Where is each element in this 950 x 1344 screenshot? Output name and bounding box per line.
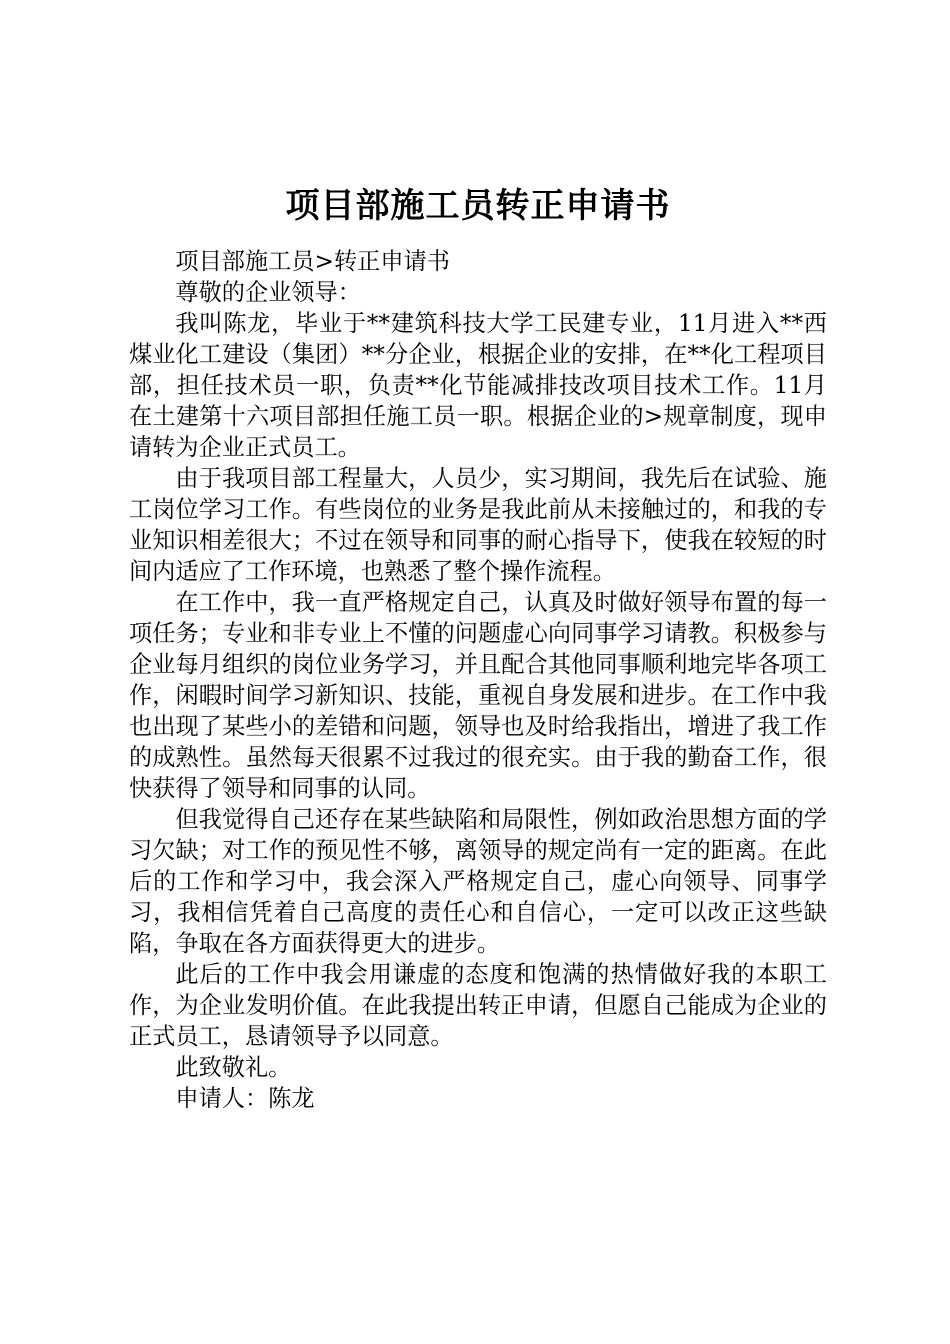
closing-line: 此致敬礼。 <box>175 1054 292 1081</box>
body-paragraph-work-performance: 在工作中，我一直严格规定自己，认真及时做好领导布置的每一项任务；专业和非专业上不懂的问题虚心向同事学习请教。积极参与企业每月组织的岗位业务学习，并且配合其他同事顺利地完毕各项工作，闲暇时间学习新知识、技能，重视自身发展和进步。在工作中我也出现了某些小的差错和问题，领导也及时给我指出，增进了我工作的成熟性。虽然每天很累不过我过的很充实。由于我的勤奋工作，很快获得了领导和同事的认同。 <box>129 589 827 802</box>
salutation: 尊敬的企业领导： <box>175 279 361 306</box>
document-title: 项目部施工员转正申请书 <box>285 186 671 226</box>
body-paragraph-internship: 由于我项目部工程量大，人员少，实习期间，我先后在试验、施工岗位学习工作。有些岗位的业务是我此前从未接触过的，和我的专业知识相差很大；不过在领导和同事的耐心指导下，使我在较短的时间内适应了工作环境，也熟悉了整个操作流程。 <box>129 465 827 585</box>
body-paragraph-shortcomings: 但我觉得自己还存在某些缺陷和局限性，例如政治思想方面的学习欠缺；对工作的预见性不够，离领导的规定尚有一定的距离。在此后的工作和学习中，我会深入严格规定自己，虚心向领导、同事学习，我相信凭着自己高度的责任心和自信心，一定可以改正这些缺陷，争取在各方面获得更大的进步。 <box>129 806 827 957</box>
subtitle-line: 项目部施工员>转正申请书 <box>175 248 450 275</box>
body-paragraph-request: 此后的工作中我会用谦虚的态度和饱满的热情做好我的本职工作，为企业发明价值。在此我提出转正申请，但愿自己能成为企业的正式员工，恳请领导予以同意。 <box>129 961 827 1050</box>
signature-line: 申请人：陈龙 <box>175 1085 315 1112</box>
document-page <box>129 180 827 1114</box>
body-paragraph-introduction: 我叫陈龙，毕业于**建筑科技大学工民建专业，11月进入**西煤业化工建设（集团）**分企业，根据企业的安排，在**化工程项目部，担任技术员一职，负责**化节能减排技改项目技术工作。11月在土建第十六项目部担任施工员一职。根据企业的>规章制度，现申请转为企业正式员工。 <box>129 310 827 461</box>
